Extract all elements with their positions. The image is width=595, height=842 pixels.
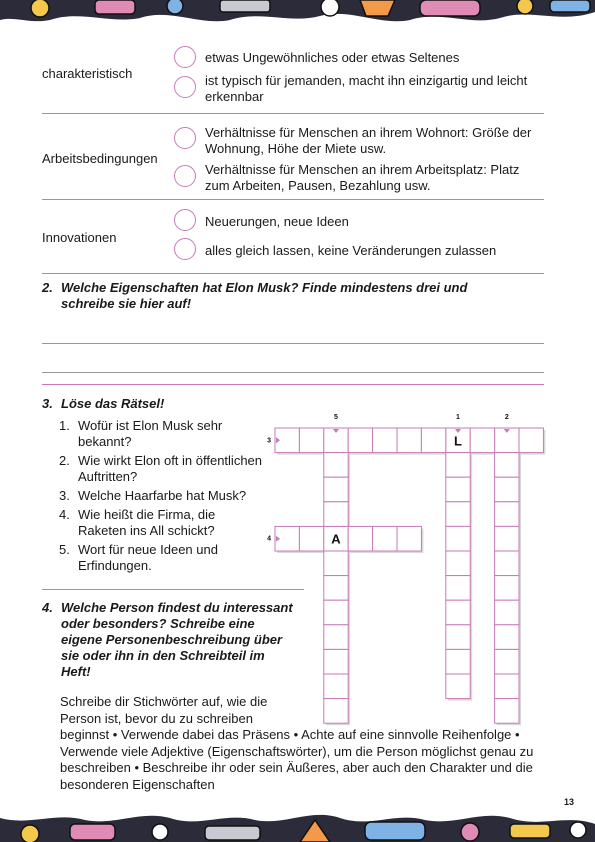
crossword-cell[interactable] [495,625,519,650]
crossword-cell[interactable] [495,674,519,699]
crossword-number: 4 [267,535,271,543]
crossword-cell[interactable] [446,453,470,478]
crossword-cell[interactable] [397,526,421,551]
vocab-term: Arbeitsbedingungen [42,151,158,166]
crossword-cell[interactable] [495,453,519,478]
option-text: ist typisch für jemanden, macht ihn einzigartig und leicht erkennbar [205,73,528,104]
option-text: alles gleich lassen, keine Veränderungen zulassen [205,243,497,258]
crossword-cell[interactable] [495,600,519,625]
doodle-icon [510,824,550,838]
option-text: etwas Ungewöhnliches oder etwas Seltenes [205,50,460,65]
bottom-doodle-border [0,806,595,842]
crossword-cell[interactable] [495,551,519,576]
task-number: 2. [42,280,53,295]
crossword-cell[interactable] [495,477,519,502]
crossword-cell[interactable] [446,502,470,527]
task-4-instructions: beginnst • Verwende dabei das Präsens • Achte auf eine sinnvolle Reihenfolge • Verwende viele Adjektive (Eigenschaftswörter), um die Person möglichst genau zu beschreiben • Beschreibe ihr oder sein Äußeres, aber auch den Charakter und die besonderen Eigenschaften [60,727,534,792]
clue-number: 2. [59,453,70,468]
task-4-intro: Schreibe dir Stichwörter auf, wie die Person ist, bevor du zu schreiben [60,694,268,726]
crossword-cell[interactable] [495,526,519,551]
crossword-number: 1 [456,414,460,421]
clue-text: Welche Haarfarbe hat Musk? [78,488,247,503]
doodle-icon [21,825,39,842]
clue-number: 3. [59,488,70,503]
crossword-cell[interactable] [446,674,470,699]
crossword-cell[interactable] [324,502,348,527]
page-number: 13 [564,797,575,807]
crossword-cell[interactable] [495,699,519,724]
doodle-icon [461,823,479,841]
crossword-cell[interactable] [446,477,470,502]
crossword-cell[interactable] [324,674,348,699]
crossword-cell[interactable] [470,428,494,453]
crossword-cell[interactable] [324,453,348,478]
crossword-cell[interactable] [446,600,470,625]
clue-number: 5. [59,542,70,557]
vocab-term: Innovationen [42,230,117,245]
clue-text: Wofür ist Elon Musk sehr bekannt? [78,418,223,449]
crossword-cell[interactable] [299,428,323,453]
crossword-cell[interactable] [446,625,470,650]
clue-text: Wie wirkt Elon oft in öffentlichen Auftritten? [78,453,263,484]
clue-text: Wort für neue Ideen und Erfindungen. [78,542,218,573]
crossword-cell[interactable] [495,576,519,601]
crossword-cell[interactable] [348,428,372,453]
task-title: Löse das Rätsel! [61,396,165,411]
clue-number: 4. [59,507,70,522]
crossword-cell[interactable] [324,625,348,650]
crossword-cell[interactable] [495,502,519,527]
crossword-cell[interactable] [421,428,445,453]
option-text: Verhältnisse für Menschen an ihrem Arbeitsplatz: Platz zum Arbeiten, Pausen, Bezahlung usw. [205,162,520,193]
crossword-letter: L [454,433,462,449]
crossword-cell[interactable] [324,600,348,625]
task-number: 3. [42,396,53,411]
crossword-cell[interactable] [446,551,470,576]
task-title: Welche Person findest du interessant oder besonders? Schreibe eine eigene Personenbeschreibung über sie oder ihn in den Schreibteil im Heft! [61,600,293,679]
crossword-number: 2 [504,414,509,421]
vocab-term: charakteristisch [42,66,133,81]
crossword-cell[interactable] [324,576,348,601]
doodle-icon [365,822,425,840]
crossword-cell[interactable] [373,526,397,551]
doodle-icon [205,826,260,840]
crossword-cell[interactable] [373,428,397,453]
crossword-number: 3 [267,437,271,445]
crossword-cell[interactable] [324,551,348,576]
crossword-cell[interactable] [446,576,470,601]
crossword-cell[interactable] [495,649,519,674]
crossword-cell[interactable] [348,526,372,551]
doodle-icon [570,822,586,838]
crossword-cell[interactable] [397,428,421,453]
crossword-cell[interactable] [324,477,348,502]
doodle-icon [70,824,115,840]
crossword-letter: A [331,531,341,547]
option-text: Verhältnisse für Menschen an ihrem Wohnort: Größe der Wohnung, Höhe der Miete usw. [205,125,532,156]
task-number: 4. [42,600,53,615]
crossword-number: 5 [334,414,338,421]
task-title: Welche Eigenschaften hat Elon Musk? Finde mindestens drei und schreibe sie hier auf! [61,280,468,311]
crossword-cell[interactable] [446,526,470,551]
doodle-icon [152,824,168,840]
clue-number: 1. [59,418,70,433]
option-text: Neuerungen, neue Ideen [205,214,349,229]
crossword-cell[interactable] [519,428,543,453]
crossword-cell[interactable] [324,699,348,724]
task-4-heading [42,600,302,686]
crossword-cell[interactable] [299,526,323,551]
clue-text: Wie heißt die Firma, die Raketen ins All schickt? [78,507,216,538]
crossword-cell[interactable] [446,649,470,674]
crossword-cell[interactable] [324,649,348,674]
